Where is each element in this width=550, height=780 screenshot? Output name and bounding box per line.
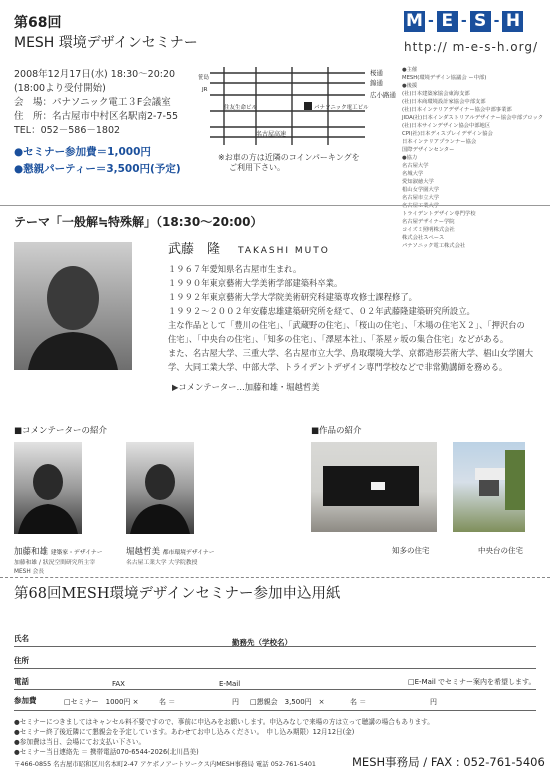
party-count-unit: 名 ＝: [350, 698, 367, 706]
event-venue: 会 場：パナソニック電工３F会議室: [14, 97, 171, 108]
bio-line: １９６７年愛知県名古屋市生まれ。: [168, 264, 302, 274]
sponsor-item: パナソニック電工株式会社: [402, 243, 466, 249]
commentator-title: MESH 会長: [14, 569, 45, 575]
map-label-expressway: 名古屋高速: [256, 131, 287, 138]
website-url[interactable]: http:// m-e-s-h.org/: [404, 40, 539, 54]
seminar-count-unit: 名 ＝: [159, 698, 176, 706]
phone-fax-email-field[interactable]: [14, 689, 536, 690]
work-photo-chita: [311, 442, 437, 532]
speaker-photo: [14, 242, 132, 370]
bio-line: １９９２年東京藝術大学大学院美術研究科建築専攻修士課程修了。: [168, 292, 417, 302]
map-label-nishikidori: 錦通: [370, 79, 383, 87]
logo-separator: -: [428, 13, 434, 29]
bio-line: 学、大同工業大学、中部大学、トライデントデザイン専門学校などで非常勤講師を務める。: [168, 362, 508, 372]
work-caption: 中央台の住宅: [478, 546, 523, 555]
form-title: 第68回MESH環境デザインセミナー参加申込用紙: [14, 586, 341, 602]
map-label-hirokoji: 広小路通: [370, 91, 396, 99]
divider: [0, 205, 550, 206]
speaker-name: [168, 238, 330, 257]
seminar-theme: テーマ「一般解≒特殊解」（18:30～20:00）: [14, 215, 263, 229]
logo-letter: S: [470, 11, 491, 32]
form-note: ●セミナーにつきましてはキャンセル料不要ですので、事前に申込みをお願いします。申込みなしで来場の方は立って聴講の場合もあります。: [14, 718, 434, 726]
sponsor-item: 日本インテリアプランナー協会: [402, 139, 477, 145]
commentator-name-text: 加藤和雄: [14, 547, 49, 557]
seminar-checkbox[interactable]: □セミナー 1000円 ×: [64, 698, 139, 706]
sponsor-item: ●後援: [402, 83, 418, 89]
cut-line: [0, 577, 550, 578]
name-field[interactable]: [14, 646, 536, 647]
sponsor-item: 名古屋市立大学: [402, 195, 440, 201]
form-note: ●セミナー当日連絡先 ＝ 携帯電話070-6544-2026(北川昌美): [14, 748, 199, 756]
work-caption: 知多の住宅: [392, 546, 430, 555]
bio-line: また、名古屋大学、三重大学、名古屋市立大学、鳥取環境大学、京都造形芸術大学、椙山女学園大: [168, 348, 534, 358]
form-note: ●参加費は当日、会場にてお支払い下さい。: [14, 738, 146, 746]
seminar-total-unit: 円: [232, 698, 239, 706]
sponsor-item: 名古屋大学: [402, 163, 429, 169]
sponsor-item: 国際デザインセンター: [402, 147, 455, 153]
logo-separator: -: [460, 13, 467, 29]
commentator-affiliation: 加藤和雄 / 狀況空間研究所主宰: [14, 560, 95, 566]
commentators-line: ▶コメンテーター…加藤和雄・堀越哲美: [172, 382, 320, 392]
sponsor-list: [402, 66, 543, 250]
speaker-name-kanji: 武藤 隆: [168, 242, 221, 257]
party-total-unit: 円: [430, 698, 437, 706]
logo-letter: M: [404, 11, 425, 32]
map-note-line1: ※お車の方は近隣のコインパーキングを: [218, 153, 360, 162]
company-label: 勤務先（学校名）: [232, 638, 292, 647]
sponsor-item: 名古屋デザイナー学院: [402, 219, 455, 225]
sponsor-item: (社)日本商環境設計家協会中部支部: [402, 99, 486, 105]
sponsor-item: ●主催: [402, 67, 418, 73]
party-fee: ●懇親パーティー＝3,500円(予定): [14, 163, 181, 175]
commentator-photo: [126, 442, 194, 534]
event-datetime: 2008年12月17日(水) 18:30～20:20: [14, 69, 176, 80]
speaker-name-latin: TAKASHI MUTO: [238, 246, 330, 256]
commentator-name: [14, 545, 103, 557]
seminar-title: MESH 環境デザインセミナー: [14, 35, 198, 51]
works-heading: ■作品の紹介: [311, 426, 362, 436]
fee-field[interactable]: [14, 710, 536, 711]
sponsor-item: MESH(環境デザイン協議会 ー中部): [402, 75, 487, 81]
name-label: 氏名: [14, 634, 29, 643]
sponsor-item: JIDA(社)日本インダストリアルデザイナー協会中部ブロック: [402, 115, 544, 121]
logo-letter: E: [437, 11, 458, 32]
commentator-photo: [14, 442, 82, 534]
bio-line: 主な作品として「豊川の住宅」、「武蔵野の住宅」、「桜山の住宅」、「木場の住宅Ｘ２」、「押沢台の: [168, 320, 525, 330]
sponsor-item: (社)日本建築家協会東海支部: [402, 91, 470, 97]
fax-label: FAX: [112, 680, 125, 688]
event-reception: (18:00より受付開始): [14, 83, 106, 94]
work-photo-chuodai: [453, 442, 525, 532]
sponsor-item: 愛知淑徳大学: [402, 179, 434, 185]
event-address: 住 所：名古屋市中村区名駅南2-7-55: [14, 111, 179, 122]
sponsor-item: ●協力: [402, 155, 418, 161]
logo-separator: -: [493, 13, 500, 29]
map-label-sasashima: 笹島: [198, 75, 210, 81]
footer-office-fax: MESH事務局 / FAX : 052-761-5406: [352, 755, 545, 769]
sponsor-item: トライデントデザイン専門学校: [402, 211, 476, 217]
seminar-volume: 第68回: [14, 15, 62, 31]
address-field[interactable]: [14, 668, 536, 669]
sponsor-item: CPI(社)日本ディスプレイデザイン協会: [402, 131, 493, 137]
event-tel: TEL：052－586－1802: [14, 125, 121, 136]
email-optin-checkbox[interactable]: □E-Mail でセミナー案内を希望します。: [408, 678, 536, 686]
map-label-sumitomo: 住友生命ビル: [224, 105, 258, 111]
phone-label: 電話: [14, 677, 29, 686]
map-label-panasonic: パナソニック電工ビル: [314, 105, 369, 111]
sponsor-item: 名古屋工業大学: [402, 203, 440, 209]
bio-line: 住宅」、「中央台の住宅」、「知多の住宅」、「澤屋本社」、「茶屋ヶ坂の集合住宅」などがある。: [168, 334, 509, 344]
participants-label: 参加費: [14, 696, 37, 705]
sponsor-item: 椙山女学園大学: [402, 187, 440, 193]
bio-line: １９９０年東京藝術大学美術学部建築科卒業。: [168, 278, 343, 288]
bio-line: １９９２～２００２年安藤忠雄建築研究所を経て、０２年武藤隆建築研究所設立。: [168, 306, 475, 316]
commentator-affiliation: 名古屋工業大学 大学院教授: [126, 560, 198, 566]
mesh-logo: [404, 11, 526, 32]
map-note-line2: ご利用下さい。: [229, 163, 285, 172]
form-note: ●セミナー終了後近隣にて懇親会を予定しています。あわせてお申し込みください。 申し込み期限）12月12日(金): [14, 728, 355, 736]
seminar-fee: ●セミナー参加費＝1,000円: [14, 146, 151, 158]
address-label: 住所: [14, 656, 29, 665]
map-label-sakuradori: 桜通: [370, 69, 383, 77]
sponsor-item: (社)日本インテリアデザイナー協会中部事業部: [402, 107, 512, 113]
venue-map: [200, 65, 400, 150]
commentator-name: [126, 545, 215, 557]
sponsor-item: 名城大学: [402, 171, 424, 177]
map-label-jr: JR: [202, 87, 208, 93]
sponsor-item: コイズミ照明株式会社: [402, 227, 455, 233]
email-label: E-Mail: [219, 680, 241, 688]
logo-letter: H: [502, 11, 523, 32]
commentator-role: 建築家・デザイナー: [50, 550, 103, 556]
sponsor-item: 株式会社スペース: [402, 235, 445, 241]
footer-address: 〒466-0855 名古屋市昭和区川名本町2-47 アケボノアートワークス内MESH事務局 電話 052-761-5401: [14, 760, 316, 768]
sponsor-item: (社)日本サインデザイン協会中部地区: [402, 123, 491, 129]
commentators-heading: ■コメンテーターの紹介: [14, 426, 108, 436]
party-checkbox[interactable]: □懇親会 3,500円 ×: [250, 698, 325, 706]
commentator-role: 都市環境デザイナー: [162, 550, 215, 556]
commentator-name-text: 堀越哲美: [126, 547, 161, 557]
